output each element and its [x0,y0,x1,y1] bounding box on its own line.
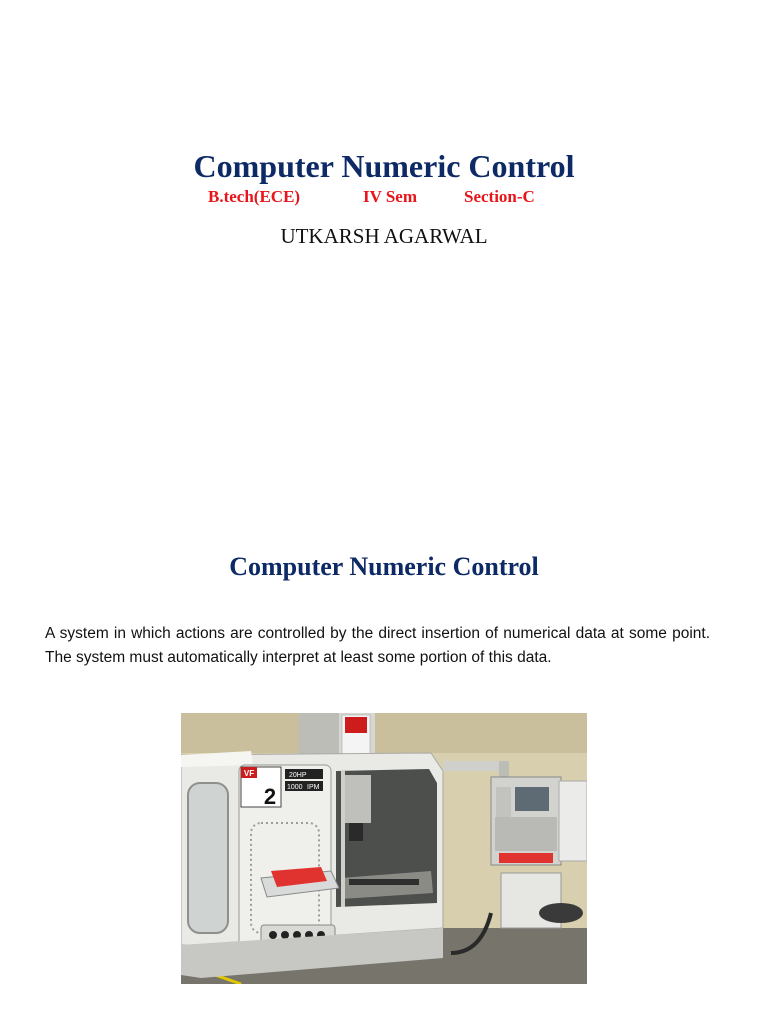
door-handle [341,771,345,907]
semester-label: IV Sem [363,187,417,206]
slide-title: Computer Numeric Control [193,148,575,184]
stool [539,903,583,923]
svg-text:VF: VF [243,769,255,778]
spindle-unit [341,775,371,823]
slide-title: Computer Numeric Control [229,552,539,581]
svg-text:1000: 1000 [287,784,303,791]
model-badge [241,767,281,809]
side-window [188,783,228,933]
cnc-machine-photo [181,713,587,984]
svg-text:IPM: IPM [307,784,320,791]
cnc-machine-illustration [181,713,587,984]
course-label: B.tech(ECE) [208,187,301,206]
spindle-tool [349,823,363,841]
svg-text:2: 2 [263,784,277,809]
svg-text:20HP: 20HP [289,772,307,779]
definition-slide [0,512,768,1024]
author-name: UTKARSH AGARWAL [280,224,488,248]
section-label: Section-C [464,187,535,206]
table-vise [349,879,419,885]
wall-shadow [181,713,587,753]
control-pendant [491,777,561,865]
side-monitor-panel [559,781,587,861]
definition-paragraph: A system in which actions are controlled by the direct insertion of numerical data at some point. The system must automatically interpret at least some portion of this data. [45,625,710,666]
pendant-arm [443,761,503,771]
